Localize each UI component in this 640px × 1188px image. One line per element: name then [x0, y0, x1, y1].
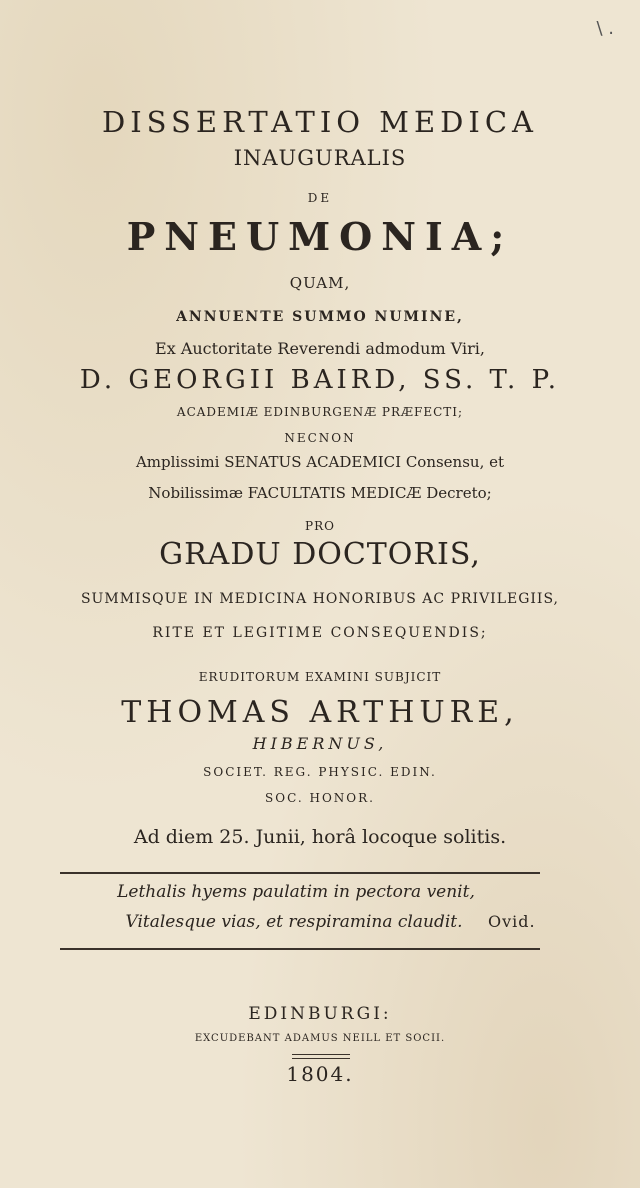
author-name: THOMAS ARTHURE,: [121, 695, 519, 730]
gradu-doctoris-line: GRADU DOCTORIS,: [159, 537, 481, 572]
nobilissimae-line: Nobilissimæ FACULTATIS MEDICÆ Decreto;: [148, 484, 492, 502]
quam-label: QUAM,: [289, 274, 351, 292]
title-line-1: DISSERTATIO MEDICA: [101, 105, 539, 139]
subject-title: PNEUMONIA;: [126, 214, 514, 259]
academiae-line: ACADEMIÆ EDINBURGENÆ PRÆFECTI;: [176, 405, 464, 419]
amplissimi-line: Amplissimi SENATUS ACADEMICI Consensu, et: [135, 453, 505, 471]
ad-diem-line: Ad diem 25. Junii, horâ locoque solitis.: [133, 826, 507, 848]
bottom-rule: [60, 948, 540, 950]
top-rule: [60, 872, 540, 874]
eruditorum-line: ERUDITORUM EXAMINI SUBJICIT: [198, 670, 442, 684]
short-rule-2: [292, 1058, 350, 1059]
de-label: DE: [307, 191, 333, 205]
soc-honor-line: SOC. HONOR.: [265, 791, 375, 805]
quote-line-2: Vitalesque vias, et respiramina claudit.: [125, 912, 463, 932]
place-line: EDINBURGI:: [248, 1004, 392, 1024]
ex-auctoritate-line: Ex Auctoritate Reverendi admodum Viri,: [155, 339, 485, 358]
short-rule-1: [292, 1054, 350, 1055]
quote-source: Ovid.: [488, 912, 536, 931]
societ-line: SOCIET. REG. PHYSIC. EDIN.: [203, 765, 437, 779]
annuente-line: ANNUENTE SUMMO NUMINE,: [176, 309, 464, 325]
pro-label: PRO: [305, 519, 335, 533]
title-line-2: INAUGURALIS: [233, 146, 407, 170]
baird-name-line: D. GEORGII BAIRD, SS. T. P.: [79, 365, 561, 395]
year-line: 1804.: [286, 1062, 354, 1086]
margin-mark: \ .: [596, 18, 614, 39]
summisque-line: SUMMISQUE IN MEDICINA HONORIBUS AC PRIVILEGIIS,: [80, 591, 560, 607]
quote-line-1: Lethalis hyems paulatim in pectora venit,: [117, 882, 475, 902]
necnon-label: NECNON: [284, 431, 356, 445]
hibernus-line: HIBERNUS,: [252, 734, 388, 753]
rite-line: RITE ET LEGITIME CONSEQUENDIS;: [152, 625, 488, 641]
printer-line: EXCUDEBANT ADAMUS NEILL ET SOCII.: [194, 1033, 446, 1044]
